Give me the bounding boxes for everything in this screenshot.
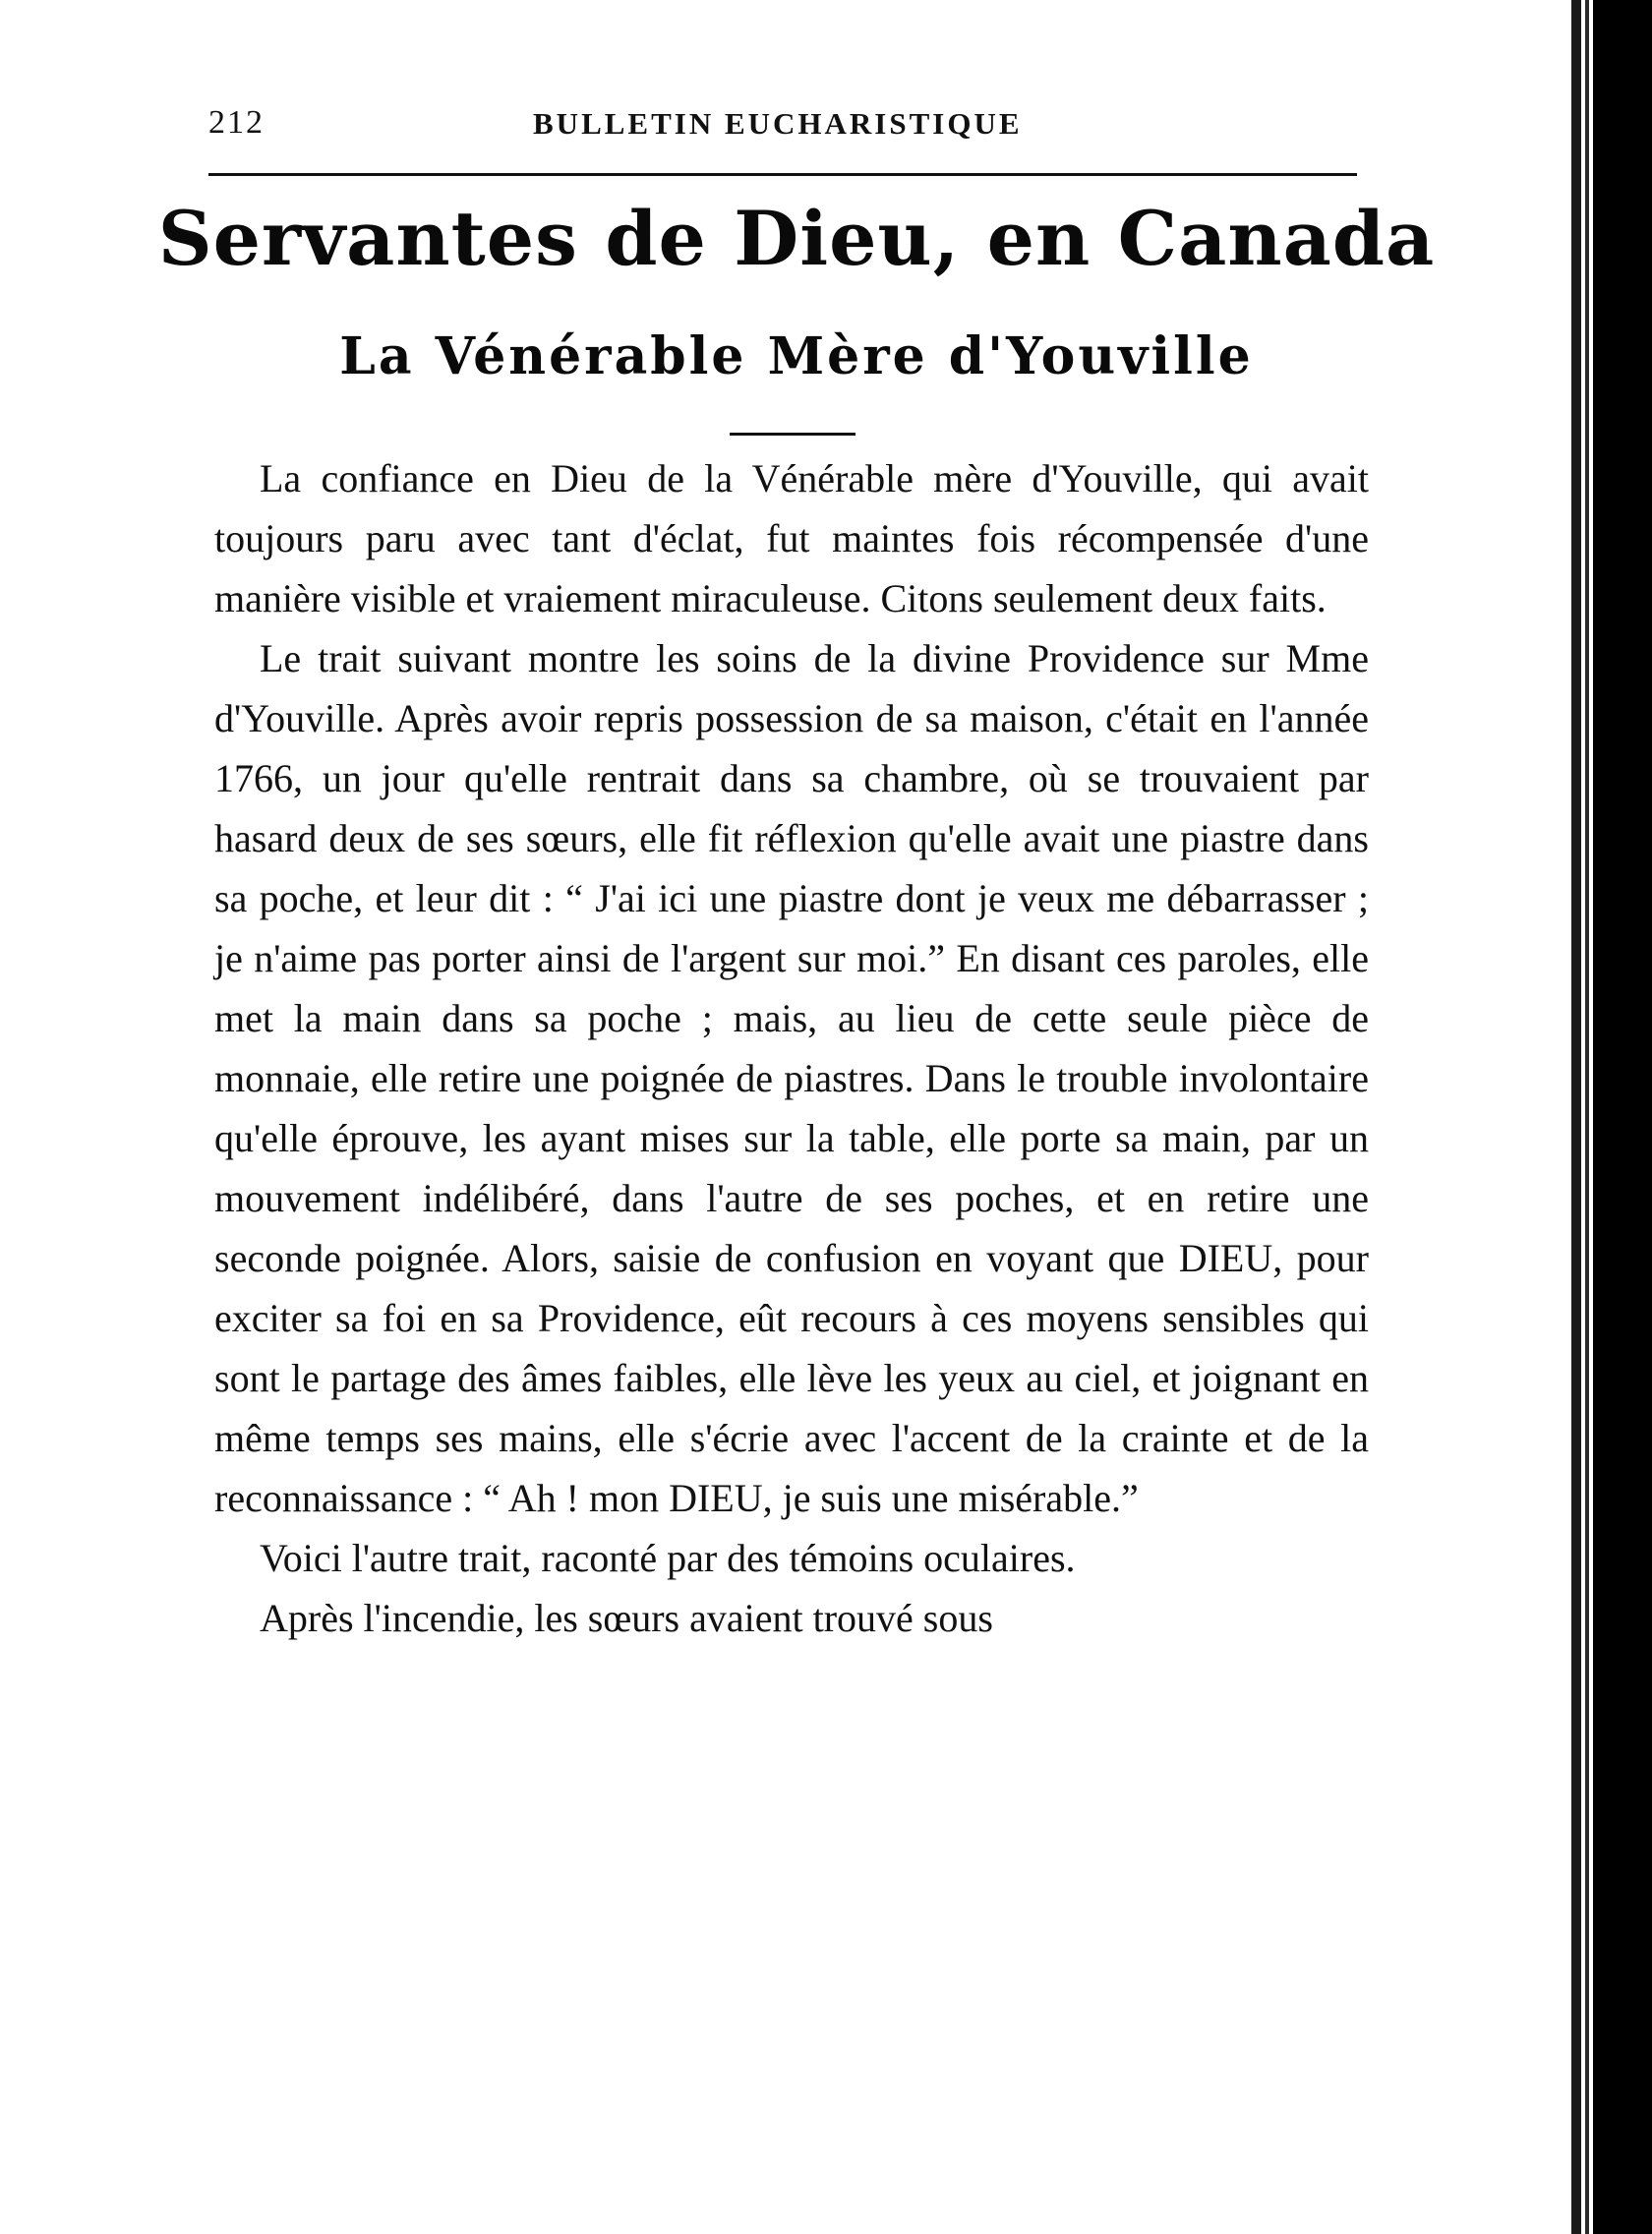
page-number: 212 [208, 104, 265, 141]
running-header [208, 96, 1357, 155]
article-title: Servantes de Dieu, en Canada [157, 195, 1436, 282]
article-body [214, 448, 1369, 1648]
title-rule [730, 433, 856, 436]
article-subtitle: La Vénérable Mère d'Youville [339, 326, 1254, 386]
paragraph-2: Le trait suivant montre les soins de la divine Providence sur Mme d'Youville. Après avoir repris possession de sa maison, c'était en l'année 1766, un jour qu'elle rentrait dans sa chambre, où se trouvaient par hasard deux de ses sœurs, elle fit réflexion qu'elle avait une piastre dans sa poche, et leur dit : “ J'ai ici une piastre dont je veux me débarrasser ; je n'aime pas porter ainsi de l'argent sur moi.” En disant ces paroles, elle met la main dans sa poche ; mais, au lieu de cette seule pièce de monnaie, elle retire une poignée de piastres. Dans le trouble involontaire qu'elle éprouve, les ayant mises sur la table, elle porte sa main, par un mouvement indélibéré, dans l'autre de ses poches, et en retire une seconde poignée. Alors, saisie de confusion en voyant que DIEU, pour exciter sa foi en sa Providence, eût recours à ces moyens sensibles qui sont le partage des âmes faibles, elle lève les yeux au ciel, et joignant en même temps ses mains, elle s'écrie avec l'accent de la crainte et de la reconnaissance : “ Ah ! mon DIEU, je suis une misérable.” [214, 636, 1369, 1520]
paragraph-3: Voici l'autre trait, raconté par des témoins oculaires. [260, 1536, 1076, 1580]
paragraph-4: Après l'incendie, les sœurs avaient trouvé sous [260, 1596, 993, 1640]
running-header-title: BULLETIN EUCHARISTIQUE [533, 106, 1023, 141]
header-rule [208, 173, 1357, 176]
paragraph-1: La confiance en Dieu de la Vénérable mère d'Youville, qui avait toujours paru avec tant d'éclat, fut maintes fois récompensée d'une manière visible et vraiement miraculeuse. Citons seulement deux faits. [214, 456, 1369, 620]
